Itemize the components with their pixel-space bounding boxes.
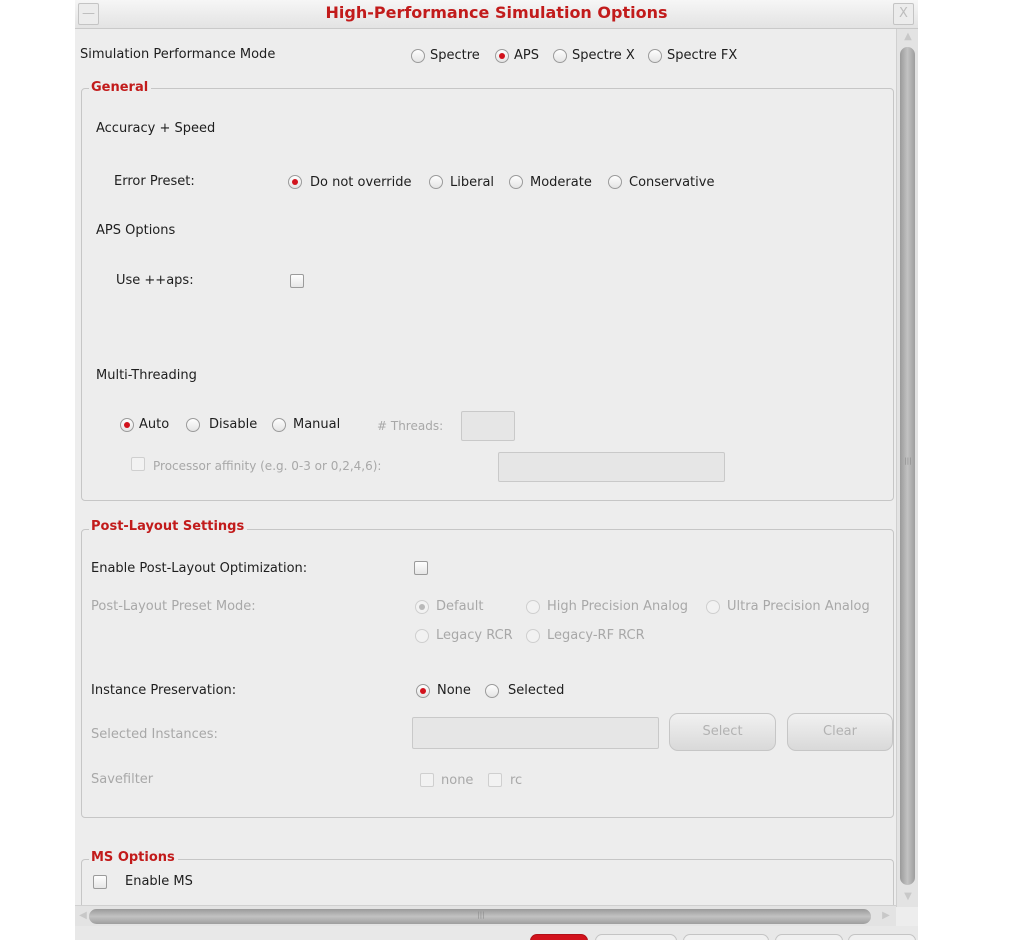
minimize-icon: — [82, 6, 95, 21]
error-preset-liberal-radio[interactable] [429, 175, 443, 189]
error-preset-conservative-label: Conservative [629, 175, 715, 190]
savefilter-none-label: none [441, 773, 474, 788]
savefilter-rc-label: rc [510, 773, 523, 788]
instance-none-label: None [437, 683, 471, 698]
preset-legacy-rf-rcr-radio[interactable] [526, 629, 540, 643]
grip-icon: ||| [904, 457, 912, 465]
close-button[interactable] [893, 3, 914, 25]
savefilter-none-checkbox[interactable] [420, 773, 434, 787]
ok-button[interactable] [530, 934, 588, 940]
select-button[interactable]: Select [669, 713, 776, 751]
processor-affinity-label: Processor affinity (e.g. 0-3 or 0,2,4,6): [153, 459, 382, 473]
horizontal-scroll-thumb[interactable] [89, 909, 871, 924]
aps-options-heading: APS Options [96, 223, 176, 238]
title-bar [75, 0, 918, 29]
error-preset-do-not-override-label: Do not override [310, 175, 412, 190]
mt-auto-radio[interactable] [120, 418, 134, 432]
error-preset-moderate-radio[interactable] [509, 175, 523, 189]
preset-high-precision-radio[interactable] [526, 600, 540, 614]
processor-affinity-input[interactable] [498, 452, 725, 482]
preset-ultra-precision-label: Ultra Precision Analog [727, 599, 870, 614]
enable-ms-checkbox[interactable] [93, 875, 107, 889]
close-icon: X [899, 6, 908, 21]
preset-default-label: Default [436, 599, 484, 614]
enable-post-layout-label: Enable Post-Layout Optimization: [91, 561, 308, 576]
general-legend: General [89, 80, 151, 95]
dialog-button[interactable] [595, 934, 677, 940]
hp-simulation-options-window [75, 0, 918, 940]
use-aps-label: Use ++aps: [116, 273, 194, 288]
instance-preservation-label: Instance Preservation: [91, 683, 237, 698]
grip-icon: ||| [477, 911, 485, 919]
vertical-scroll-thumb[interactable] [900, 47, 915, 885]
scroll-left-icon[interactable]: ◀ [79, 910, 87, 921]
clear-button[interactable]: Clear [787, 713, 893, 751]
vertical-scrollbar[interactable] [896, 29, 918, 907]
mt-manual-label: Manual [293, 417, 341, 432]
perf-mode-spectre-label: Spectre [430, 48, 480, 63]
enable-ms-label: Enable MS [125, 874, 193, 889]
error-preset-label: Error Preset: [114, 174, 195, 189]
dialog-button[interactable] [683, 934, 769, 940]
perf-mode-aps-label: APS [514, 48, 539, 63]
instance-none-radio[interactable] [416, 684, 430, 698]
selected-instances-input[interactable] [412, 717, 659, 749]
instance-selected-radio[interactable] [485, 684, 499, 698]
scroll-up-icon[interactable]: ▲ [904, 31, 912, 42]
mt-auto-label: Auto [139, 417, 170, 432]
preset-legacy-rcr-radio[interactable] [415, 629, 429, 643]
threads-label: # Threads: [377, 419, 444, 433]
error-preset-do-not-override-radio[interactable] [288, 175, 302, 189]
savefilter-label: Savefilter [91, 772, 154, 787]
perf-mode-aps-radio[interactable] [495, 49, 509, 63]
perf-mode-spectrefx-label: Spectre FX [667, 48, 738, 63]
enable-post-layout-checkbox[interactable] [414, 561, 428, 575]
selected-instances-label: Selected Instances: [91, 727, 218, 742]
bottom-button-row [75, 926, 918, 940]
processor-affinity-checkbox[interactable] [131, 457, 145, 471]
window-title: High-Performance Simulation Options [325, 3, 668, 22]
threads-input[interactable] [461, 411, 515, 441]
dialog-button[interactable] [848, 934, 916, 940]
preset-legacy-rf-rcr-label: Legacy-RF RCR [547, 628, 645, 643]
perf-mode-spectrefx-radio[interactable] [648, 49, 662, 63]
post-layout-legend: Post-Layout Settings [89, 519, 247, 534]
preset-default-radio[interactable] [415, 600, 429, 614]
perf-mode-label: Simulation Performance Mode [80, 47, 276, 62]
post-layout-preset-label: Post-Layout Preset Mode: [91, 599, 256, 614]
mt-disable-radio[interactable] [186, 418, 200, 432]
mt-manual-radio[interactable] [272, 418, 286, 432]
ms-options-legend: MS Options [89, 850, 178, 865]
error-preset-moderate-label: Moderate [530, 175, 592, 190]
scroll-right-icon[interactable]: ▶ [882, 910, 890, 921]
dialog-button[interactable] [775, 934, 843, 940]
savefilter-rc-checkbox[interactable] [488, 773, 502, 787]
perf-mode-spectrex-radio[interactable] [553, 49, 567, 63]
multi-threading-heading: Multi-Threading [96, 368, 197, 383]
preset-ultra-precision-radio[interactable] [706, 600, 720, 614]
preset-legacy-rcr-label: Legacy RCR [436, 628, 513, 643]
scroll-down-icon[interactable]: ▼ [904, 891, 912, 902]
accuracy-speed-heading: Accuracy + Speed [96, 121, 216, 136]
error-preset-liberal-label: Liberal [450, 175, 495, 190]
use-aps-checkbox[interactable] [290, 274, 304, 288]
perf-mode-spectre-radio[interactable] [411, 49, 425, 63]
horizontal-scrollbar[interactable] [75, 905, 896, 926]
error-preset-conservative-radio[interactable] [608, 175, 622, 189]
instance-selected-label: Selected [508, 683, 565, 698]
preset-high-precision-label: High Precision Analog [547, 599, 689, 614]
perf-mode-spectrex-label: Spectre X [572, 48, 635, 63]
mt-disable-label: Disable [209, 417, 258, 432]
